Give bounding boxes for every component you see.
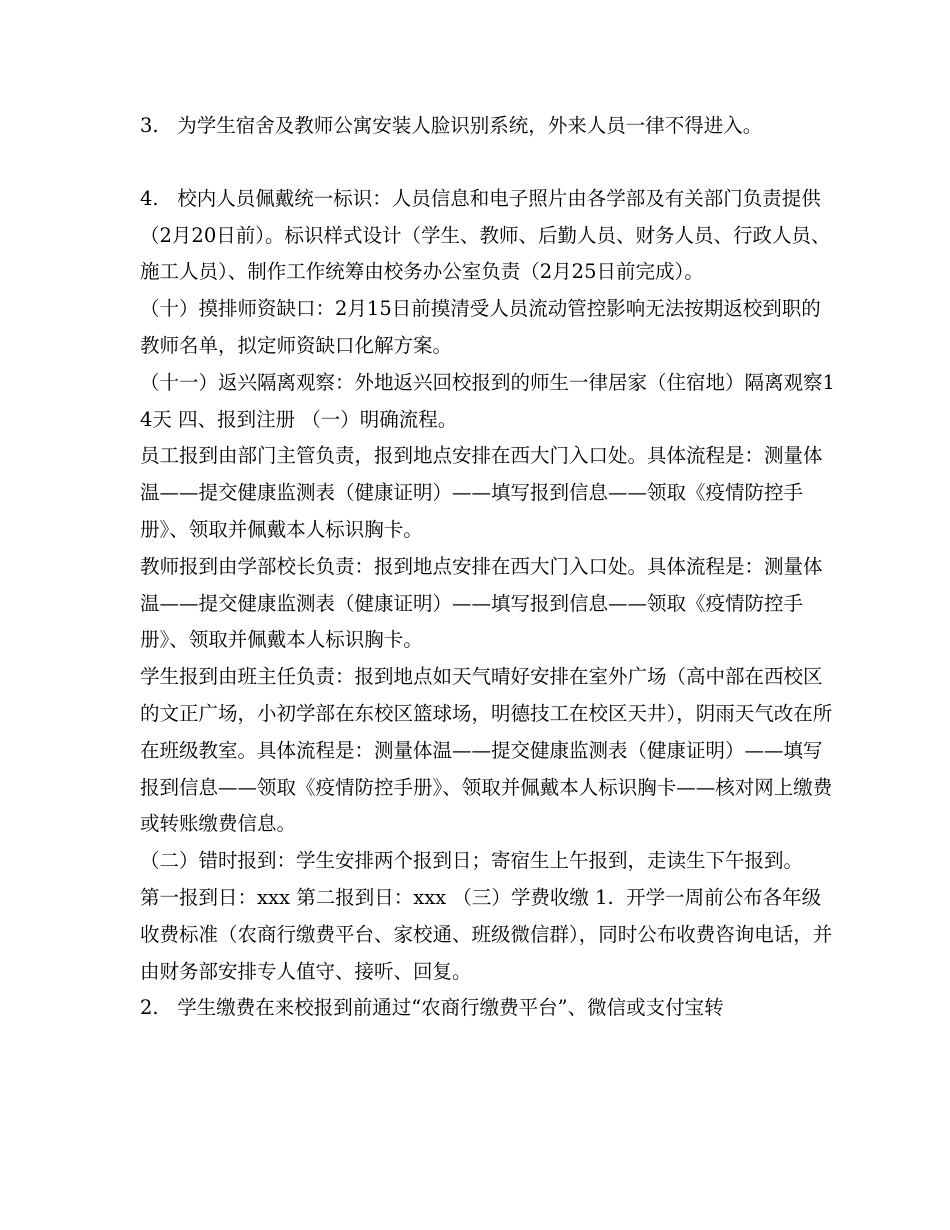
paragraph-item-4-identification: 4. 校内人员佩戴统一标识：人员信息和电子照片由各学部及有关部门负责提供（2月20日前）。标识样式设计（学生、教师、后勤人员、财务人员、行政人员、施工人员）、制作工作统筹由校务办公室负责（2月25日前完成）。 [140, 186, 831, 284]
paragraph-staff-registration: 员工报到由部门主管负责，报到地点安排在西大门入口处。具体流程是：测量体温——提交健康监测表（健康证明）——填写报到信息——领取《疫情防控手册》、领取并佩戴本人标识胸卡。 [140, 444, 823, 541]
paragraph-teacher-registration: 教师报到由学部校长负责：报到地点安排在西大门入口处。具体流程是：测量体温——提交健康监测表（健康证明）——填写报到信息——领取《疫情防控手册》、领取并佩戴本人标识胸卡。 [140, 554, 823, 652]
paragraph-staggered-registration: （二）错时报到：学生安排两个报到日；寄宿生上午报到，走读生下午报到。 [140, 849, 804, 873]
document-body [140, 108, 840, 1027]
paragraph-student-payment: 2. 学生缴费在来校报到前通过“农商行缴费平台”、微信或支付宝转 [140, 996, 724, 1020]
paragraph-gap [140, 145, 840, 181]
paragraph-registration-days-fees: 第一报到日：xxx 第二报到日：xxx （三）学费收缴 1. 开学一周前公布各年级收费标准（农商行缴费平台、家校通、班级微信群），同时公布收费咨询电话，并由财务部安排专人值守、接听、回复。 [140, 885, 833, 983]
paragraph-item-3-face-recognition: 3. 为学生宿舍及教师公寓安装人脸识别系统，外来人员一律不得进入。 [140, 114, 763, 137]
paragraph-student-registration: 学生报到由班主任负责：报到地点如天气晴好安排在室外广场（高中部在西校区的文正广场，小初学部在东校区篮球场，明德技工在校区天井），阴雨天气改在所在班级教室。具体流程是：测量体温——提交健康监测表（健康证明）——填写报到信息——领取《疫情防控手册》、领取并佩戴本人标识胸卡——核对网上缴费或转账缴费信息。 [140, 665, 833, 836]
paragraph-teacher-shortage: （十）摸排师资缺口：2月15日前摸清受人员流动管控影响无法按期返校到职的教师名单，拟定师资缺口化解方案。 [140, 297, 821, 357]
paragraph-isolation-observation: （十一）返兴隔离观察：外地返兴回校报到的师生一律居家（住宿地）隔离观察14天 四、报到注册 （一）明确流程。 [140, 370, 835, 431]
